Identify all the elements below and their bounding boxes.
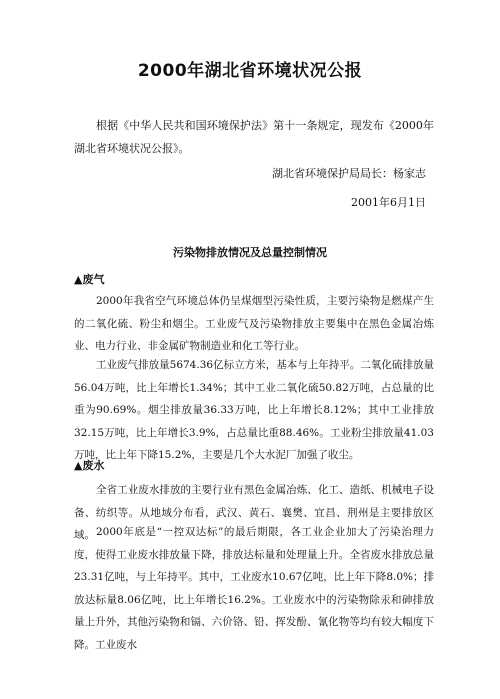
air-paragraph-2: 工业废气排放量5674.36亿标立方米，基本与上年持平。二氧化硫排放量56.04万吨，比上年增长1.34%；其中工业二氧化硫50.82万吨，占总量的比重为90.69%。烟尘排放量36.33万吨，比上年增长8.12%；其中工业排放32.15万吨，比上年增长3.9%，占总量比重88.46%。工业粉尘排放量41.03万吨，比上年下降15.2%，主要是几个大水泥厂加强了收尘。 bbox=[74, 359, 434, 461]
signer-line: 湖北省环境保护局局长：杨家志 bbox=[272, 167, 426, 180]
intro-paragraph: 根据《中华人民共和国环境保护法》第十一条规定，现发布《2000年湖北省环境状况公报》。 bbox=[74, 119, 434, 155]
water-paragraph-1: 全省工业废水排放的主要行业有黑色金属冶炼、化工、造纸、机械电子设备、纺织等。从地域分布看，武汉、黄石、襄樊、宜昌、荆州是主要排放区域。 bbox=[74, 484, 434, 541]
subhead-wastewater: ▲废水 bbox=[74, 459, 105, 472]
water-paragraph-2: 2000年底是“一控双达标”的最后期限，各工业企业加大了污染治理力度，使得工业废水排放量下降，排放达标量和处理量上升。全省废水排放总量23.31亿吨，与上年持平。其中，工业废水10.67亿吨，比上年下降8.0%；排放达标量8.06亿吨，比上年增长16.2%。工业废水中的污染物除汞和砷排放量上升外，其他污染物和镉、六价铬、铅、挥发酚、氰化物等均有较大幅度下降。工业废水 bbox=[74, 526, 434, 651]
air-paragraph-1: 2000年我省空气环境总体仍呈煤烟型污染性质，主要污染物是燃煤产生的二氧化硫、粉尘和烟尘。工业废气及污染物排放主要集中在黑色金属冶炼业、电力行业、非金属矿物制造业和化工等行业。 bbox=[74, 295, 434, 352]
publication-date: 2001年6月1日 bbox=[351, 196, 426, 209]
document-title: 2000年湖北省环境状况公报 bbox=[137, 61, 363, 81]
section-title: 污染物排放情况及总量控制情况 bbox=[173, 246, 327, 259]
subhead-air-emissions: ▲废气 bbox=[74, 273, 105, 286]
